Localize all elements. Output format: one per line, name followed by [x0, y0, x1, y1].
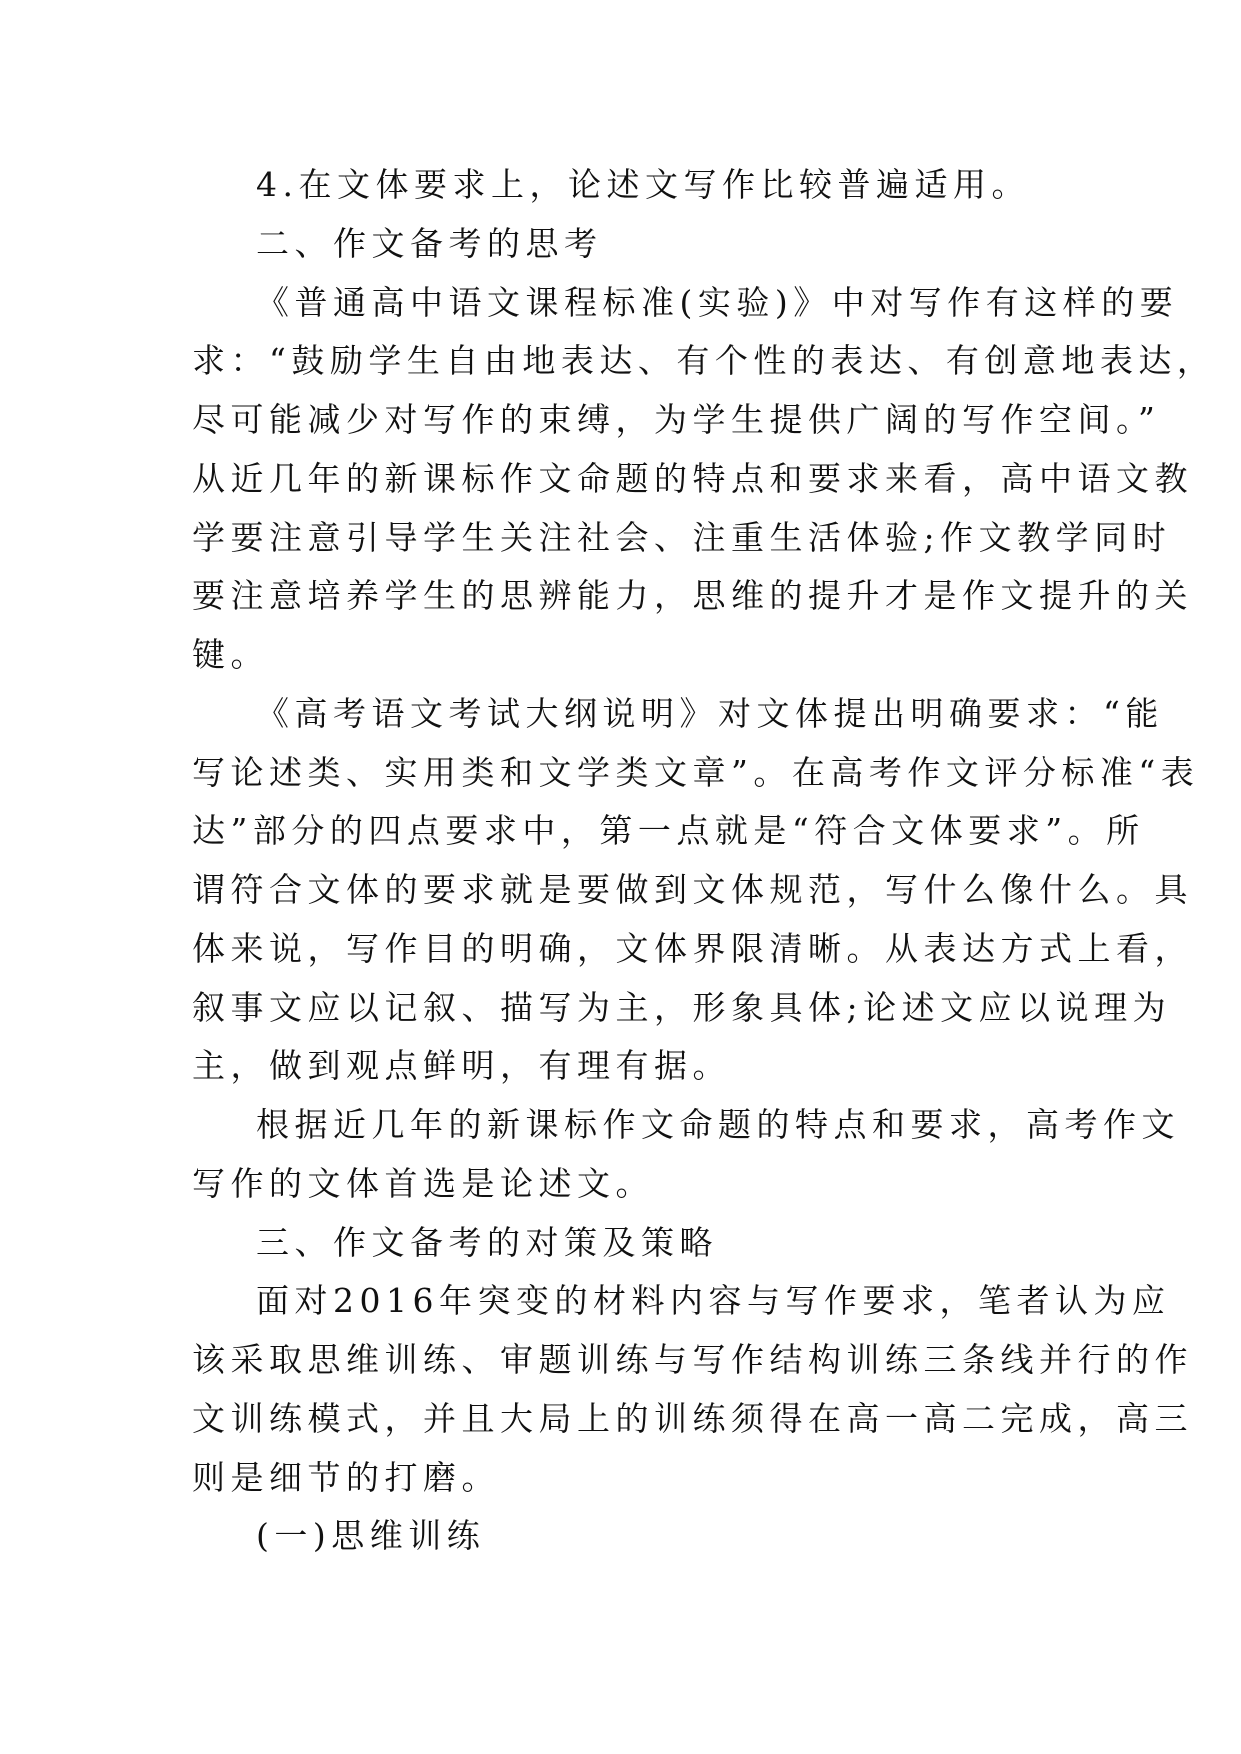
section-heading: 三、作文备考的对策及策略 — [256, 1223, 718, 1262]
paragraph-line: 达”部分的四点要求中，第一点就是“符合文体要求”。所 — [192, 811, 1145, 850]
paragraph-line: 体来说，写作目的明确，文体界限清晰。从表达方式上看， — [192, 929, 1193, 968]
paragraph-line: 谓符合文体的要求就是要做到文体规范，写什么像什么。具 — [192, 870, 1193, 909]
paragraph-line: 从近几年的新课标作文命题的特点和要求来看，高中语文教 — [192, 459, 1193, 498]
paragraph-line: 《普通高中语文课程标准(实验)》中对写作有这样的要 — [256, 283, 1179, 322]
paragraph-line: 根据近几年的新课标作文命题的特点和要求，高考作文 — [256, 1105, 1180, 1144]
paragraph-line: 《高考语文考试大纲说明》对文体提出明确要求：“能 — [256, 694, 1164, 733]
paragraph-line: 面对2016年突变的材料内容与写作要求，笔者认为应 — [256, 1281, 1171, 1320]
paragraph-line: 求：“鼓励学生自由地表达、有个性的表达、有创意地表达， — [192, 341, 1216, 380]
paragraph-line: 要注意培养学生的思辨能力，思维的提升才是作文提升的关 — [192, 576, 1193, 615]
paragraph-line: 该采取思维训练、审题训练与写作结构训练三条线并行的作 — [192, 1340, 1193, 1379]
paragraph-line: 叙事文应以记叙、描写为主，形象具体;论述文应以说理为 — [192, 988, 1172, 1027]
paragraph-line: 写作的文体首选是论述文。 — [192, 1164, 654, 1203]
paragraph-line: 学要注意引导学生关注社会、注重生活体验;作文教学同时 — [192, 518, 1172, 557]
paragraph-line: 写论述类、实用类和文学类文章”。在高考作文评分标准“表 — [192, 753, 1200, 792]
paragraph-line: 则是细节的打磨。 — [192, 1458, 500, 1497]
subsection-heading: (一)思维训练 — [256, 1516, 486, 1555]
paragraph-line: 尽可能减少对写作的束缚，为学生提供广阔的写作空间。” — [192, 400, 1161, 439]
section-heading: 二、作文备考的思考 — [256, 224, 603, 263]
paragraph-line: 主，做到观点鲜明，有理有据。 — [192, 1046, 731, 1085]
paragraph-line: 4.在文体要求上，论述文写作比较普遍适用。 — [256, 165, 1030, 204]
paragraph-line: 文训练模式，并且大局上的训练须得在高一高二完成，高三 — [192, 1399, 1193, 1438]
paragraph-line: 键。 — [192, 635, 269, 674]
